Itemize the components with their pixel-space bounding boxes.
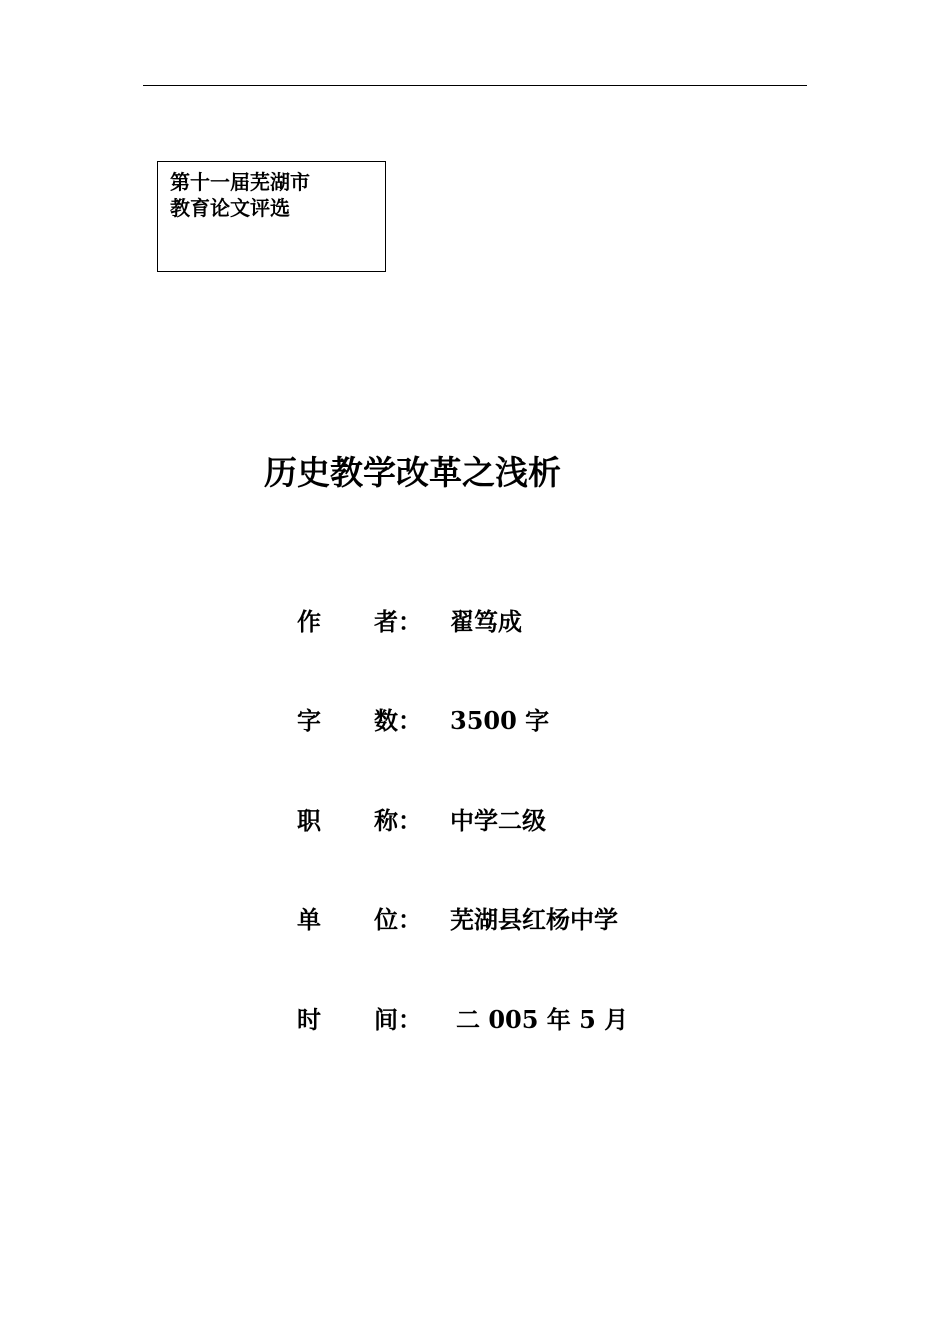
date-label-char-2: 间：: [374, 1005, 422, 1034]
header-rule: [143, 85, 807, 86]
author-label-char-2: 者：: [374, 607, 422, 636]
word-count-label-char-1: 字: [297, 706, 321, 735]
date-label-char-1: 时: [297, 1005, 321, 1034]
author-label-char-1: 作: [297, 607, 321, 636]
job-title-label-char-2: 称：: [374, 806, 422, 835]
paper-title: 历史教学改革之浅析: [264, 453, 561, 492]
affiliation-label-char-1: 单: [297, 905, 321, 934]
affiliation-value: 芜湖县红杨中学: [450, 905, 618, 934]
contest-label-box: [157, 161, 386, 272]
word-count-label-char-2: 数：: [374, 706, 422, 735]
affiliation-label-char-2: 位：: [374, 905, 422, 934]
contest-label-line-1: 第十一届芜湖市: [170, 170, 310, 194]
contest-label-line-2: 教育论文评选: [170, 196, 290, 220]
date-value: 二 005 年 5 月: [456, 1005, 629, 1034]
job-title-label-char-1: 职: [297, 806, 321, 835]
author-value: 翟笃成: [450, 607, 522, 636]
word-count-value: 3500 字: [450, 706, 550, 735]
job-title-value: 中学二级: [450, 806, 546, 835]
